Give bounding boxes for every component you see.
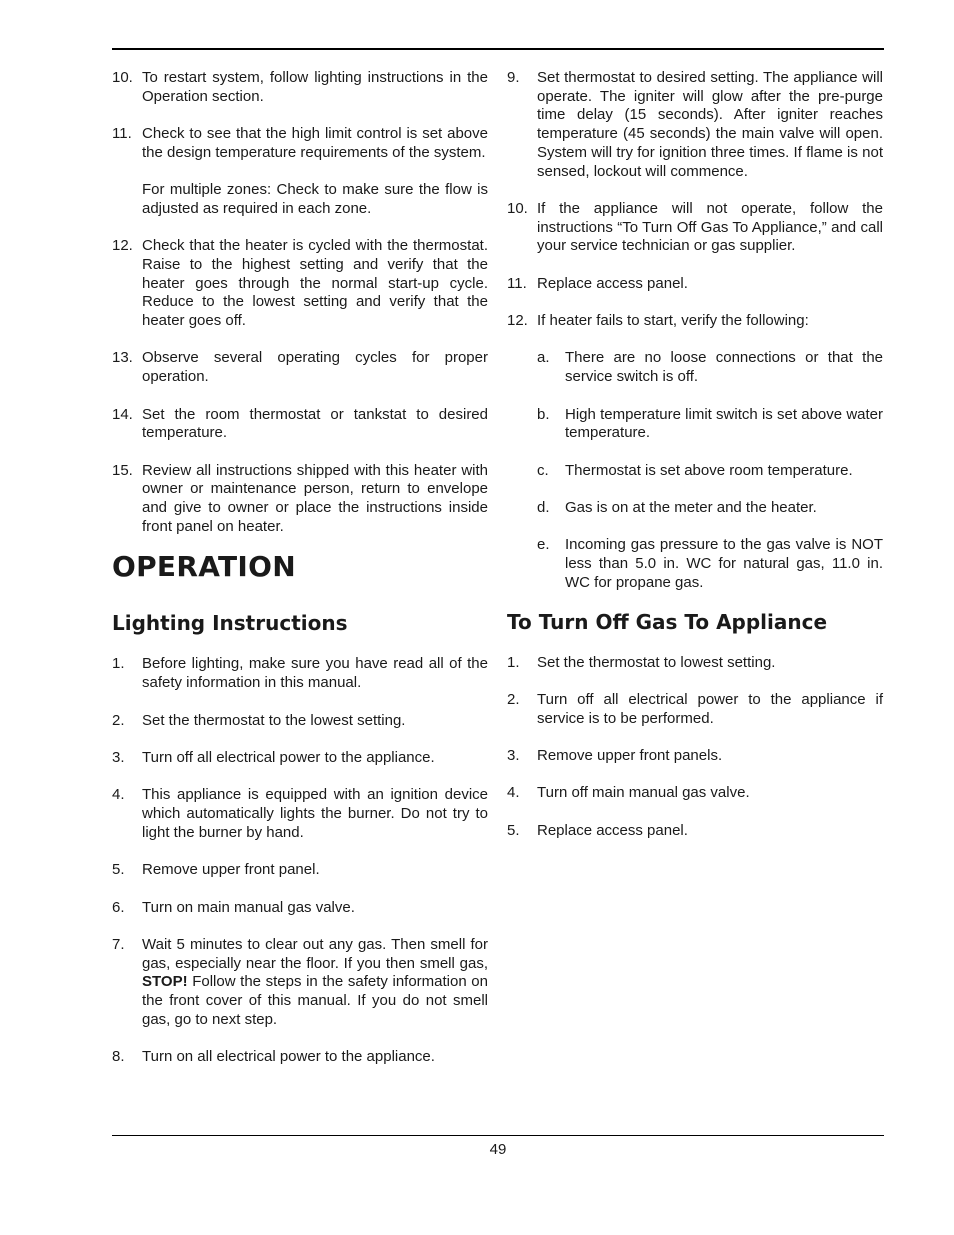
list-item: 14. Set the room thermostat or tankstat to desired temperature. (112, 405, 488, 442)
list-item: 4. Turn off main manual gas valve. (507, 784, 750, 802)
list-item: 5. Remove upper front panel. (112, 861, 320, 879)
list-item: 4. This appliance is equipped with an ignition device which automatically lights the burner. Do not try to light the burner by hand. (112, 786, 488, 841)
list-item: 11. Replace access panel. (507, 274, 688, 292)
list-item: 11. Check to see that the high limit control is set above the design temperature requirements of the system. (112, 125, 488, 161)
list-item: 9. Set thermostat to desired setting. The appliance will operate. The igniter will glow after the pre-purge time delay (15 seconds). After igniter reaches temperature (45 seconds) the main valve will open. System will try for ignition three times. If flame is not sensed, lockout will commence. (507, 69, 883, 180)
list-item: 3. Turn off all electrical power to the appliance. (112, 748, 435, 766)
list-item: 3. Remove upper front panels. (507, 747, 723, 765)
sub-list-item: a. There are no loose connections or that the service switch is off. (537, 349, 883, 386)
list-item: 15. Review all instructions shipped with this heater with owner or maintenance person, return to envelope and give to owner or place the instructions inside front panel on heater. (112, 461, 488, 535)
sub-list-item: d. Gas is on at the meter and the heater. (537, 499, 817, 517)
sub-list-item: e. Incoming gas pressure to the gas valve is NOT less than 5.0 in. WC for natural gas, 11.0 in. WC for propane gas. (537, 536, 883, 591)
list-item: 2. Turn off all electrical power to the appliance if service is to be performed. (507, 690, 883, 727)
list-item: 6. Turn on main manual gas valve. (112, 898, 355, 916)
list-item: 10. To restart system, follow lighting instructions in the Operation section. (112, 69, 488, 105)
stop-warning: STOP! (142, 973, 188, 991)
list-item: 12. If heater fails to start, verify the following: (507, 312, 809, 330)
operation-heading: OPERATION (112, 550, 296, 584)
list-item: 1. Set the thermostat to lowest setting. (507, 653, 776, 671)
list-item: 2. Set the thermostat to the lowest setting. (112, 711, 406, 729)
page-number: 49 (489, 1141, 507, 1158)
right-column (507, 69, 883, 859)
sub-list-item: b. High temperature limit switch is set above water temperature. (537, 405, 883, 442)
sub-list-item: c. Thermostat is set above room temperature. (537, 461, 853, 479)
left-column (112, 69, 488, 1086)
list-item: 1. Before lighting, make sure you have read all of the safety information in this manual. (112, 655, 488, 692)
list-item: 12. Check that the heater is cycled with the thermostat. Raise to the highest setting and verify that the heater goes through the normal start-up cycle. Reduce to the lowest setting and verify that the heater goes off. (112, 237, 488, 330)
list-item: 10. If the appliance will not operate, follow the instructions “To Turn Off Gas To Appliance,” and call your service technician or gas supplier. (507, 199, 883, 255)
top-rule (112, 48, 884, 50)
list-item: 5. Replace access panel. (507, 821, 688, 839)
bottom-rule (112, 1135, 884, 1136)
turn-off-gas-heading: To Turn Off Gas To Appliance (507, 609, 828, 634)
multiple-zones-note: For multiple zones: Check to make sure the flow is adjusted as required in each zone. (142, 181, 488, 217)
list-item: 8. Turn on all electrical power to the appliance. (112, 1048, 435, 1066)
list-item: 13. Observe several operating cycles for proper operation. (112, 349, 488, 386)
list-item-stop-warning: 7. Wait 5 minutes to clear out any gas. Then smell for gas, especially near the floor. If you then smell gas, STOP! Follow the steps in the safety information on the front cover of this manual. If you do not smell gas, go to next step. (112, 935, 488, 1028)
lighting-instructions-heading: Lighting Instructions (112, 611, 348, 636)
